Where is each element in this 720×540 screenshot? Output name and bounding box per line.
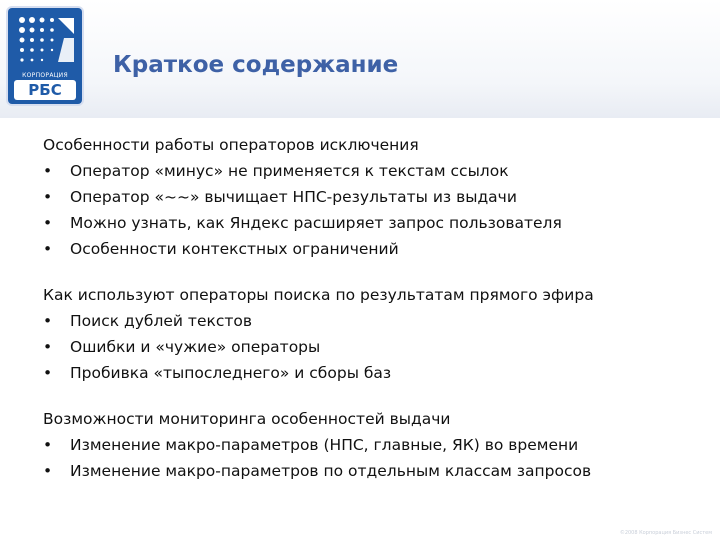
bullet-icon: • <box>43 214 53 232</box>
company-logo <box>8 8 82 104</box>
logo-caption: КОРПОРАЦИЯ <box>22 72 68 79</box>
section-live-search-operators <box>43 282 703 386</box>
logo-name: РБС <box>14 80 76 100</box>
section-exclusion-operators <box>43 132 703 262</box>
list-item-text: Можно узнать, как Яндекс расширяет запрос пользователя <box>70 214 562 232</box>
logo-dots-icon <box>8 8 82 72</box>
list-item <box>43 432 703 458</box>
list-item-text: Изменение макро-параметров по отдельным классам запросов <box>70 462 592 480</box>
list-item <box>43 184 703 210</box>
list-item <box>43 210 703 236</box>
list-item <box>43 360 703 386</box>
footer-copyright: ©2008 Корпорация Бизнес Систем <box>619 530 712 536</box>
bullet-icon: • <box>43 436 53 454</box>
list-item-text: Изменение макро-параметров (НПС, главные, ЯК) во времени <box>70 436 579 454</box>
list-item-text: Особенности контекстных ограничений <box>70 240 399 258</box>
list-item-text: Пробивка «тыпоследнего» и сборы баз <box>70 364 392 382</box>
bullet-icon: • <box>43 312 53 330</box>
section-heading: Особенности работы операторов исключения <box>43 136 419 154</box>
section-serp-monitoring <box>43 406 703 484</box>
bullet-icon: • <box>43 240 53 258</box>
slide-content <box>43 132 703 504</box>
bullet-icon: • <box>43 462 53 480</box>
list-item-text: Поиск дублей текстов <box>70 312 253 330</box>
section-heading: Возможности мониторинга особенностей выдачи <box>43 410 451 428</box>
bullet-icon: • <box>43 188 53 206</box>
bullet-icon: • <box>43 162 53 180</box>
list-item <box>43 308 703 334</box>
list-item-text: Ошибки и «чужие» операторы <box>70 338 321 356</box>
list-item-text: Оператор «~~» вычищает НПС-результаты из выдачи <box>70 188 517 206</box>
list-item <box>43 158 703 184</box>
list-item <box>43 458 703 484</box>
section-heading: Как используют операторы поиска по результатам прямого эфира <box>43 286 594 304</box>
list-item-text: Оператор «минус» не применяется к текстам ссылок <box>70 162 509 180</box>
page-title: Краткое содержание <box>113 52 399 78</box>
bullet-icon: • <box>43 364 53 382</box>
list-item <box>43 334 703 360</box>
bullet-icon: • <box>43 338 53 356</box>
list-item <box>43 236 703 262</box>
